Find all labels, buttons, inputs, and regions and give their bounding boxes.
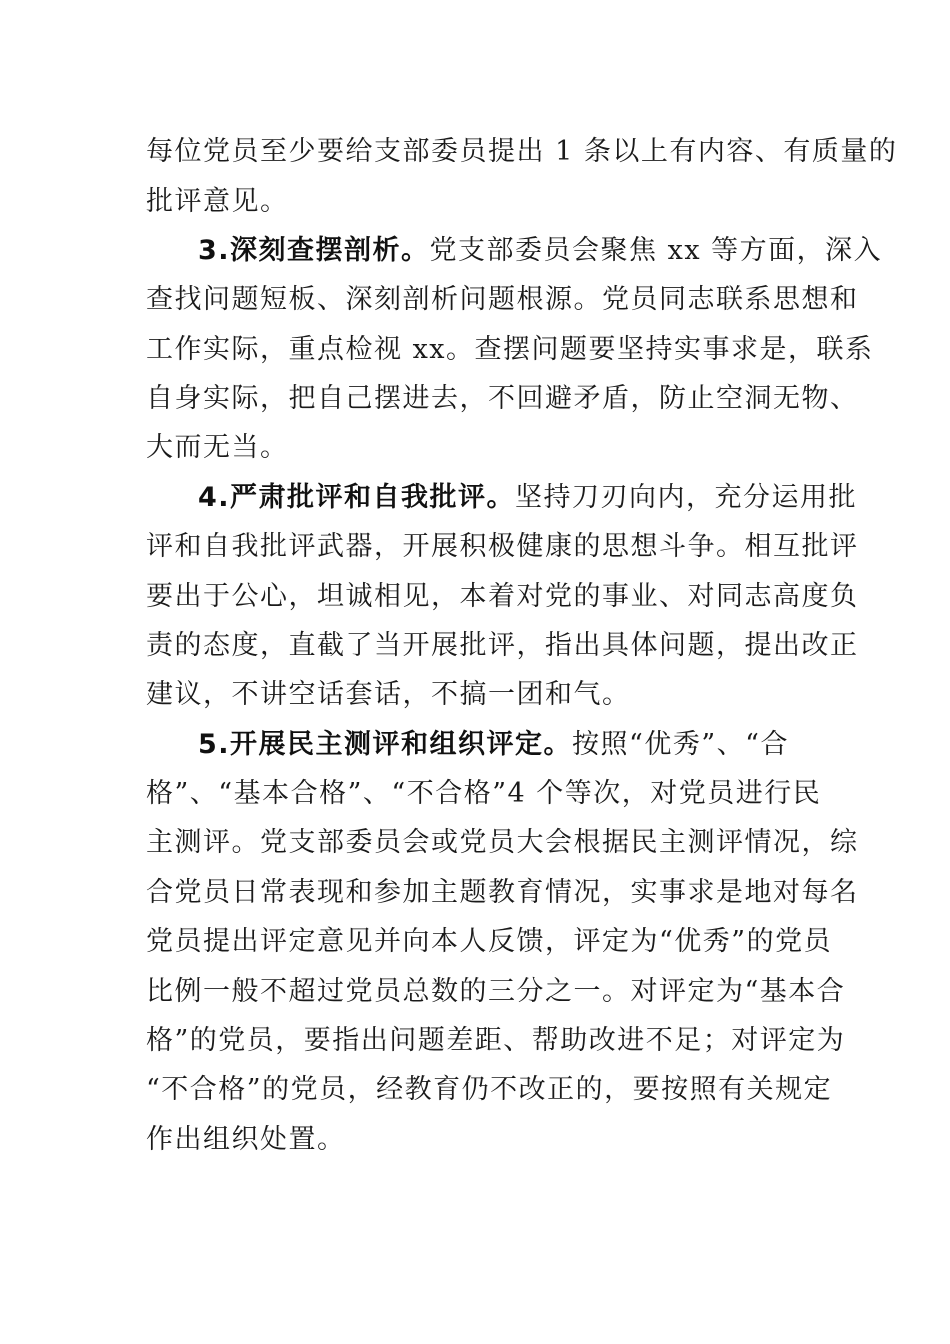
- text-line: 建议，不讲空话套话，不搞一团和气。: [146, 679, 631, 710]
- text-line: 评和自我批评武器，开展积极健康的思想斗争。相互批评: [146, 531, 859, 562]
- text-line: 每位党员至少要给支部委员提出 1 条以上有内容、有质量的: [146, 136, 898, 167]
- section-4-title: 4.严肃批评和自我批评。: [198, 482, 516, 513]
- text-line: 责的态度，直截了当开展批评，指出具体问题，提出改正: [146, 630, 859, 661]
- text-line: 查找问题短板、深刻剖析问题根源。党员同志联系思想和: [146, 284, 859, 315]
- text-line: “不合格”的党员，经教育仍不改正的，要按照有关规定: [146, 1074, 833, 1105]
- section-4-heading-line: [198, 478, 878, 518]
- text-line: 比例一般不超过党员总数的三分之一。对评定为“基本合: [146, 976, 846, 1007]
- text-line: 作出组织处置。: [146, 1124, 346, 1155]
- text-line: 格”的党员，要指出问题差距、帮助改进不足；对评定为: [146, 1025, 846, 1056]
- text-run: 按照“优秀”、“合: [572, 729, 789, 760]
- text-line: 自身实际，把自己摆进去，不回避矛盾，防止空洞无物、: [146, 383, 859, 414]
- text-run: 党支部委员会聚焦 xx 等方面，深入: [429, 235, 883, 266]
- text-line: 批评意见。: [146, 186, 289, 217]
- text-line: 工作实际，重点检视 xx。查摆问题要坚持实事求是，联系: [146, 334, 874, 365]
- text-line: 要出于公心，坦诚相见，本着对党的事业、对同志高度负: [146, 581, 859, 612]
- text-line: 大而无当。: [146, 432, 289, 463]
- text-line: 格”、“基本合格”、“不合格”4 个等次，对党员进行民: [146, 778, 822, 809]
- text-line: 党员提出评定意见并向本人反馈，评定为“优秀”的党员: [146, 926, 833, 957]
- text-line: 主测评。党支部委员会或党员大会根据民主测评情况，综: [146, 827, 859, 858]
- text-run: 坚持刀刃向内，充分运用批: [515, 482, 858, 513]
- section-5-title: 5.开展民主测评和组织评定。: [198, 729, 573, 760]
- section-3-heading-line: [198, 231, 883, 271]
- section-5-heading-line: [198, 725, 878, 765]
- text-line: 合党员日常表现和参加主题教育情况，实事求是地对每名: [146, 877, 859, 908]
- section-3-title: 3.深刻查摆剖析。: [198, 235, 430, 266]
